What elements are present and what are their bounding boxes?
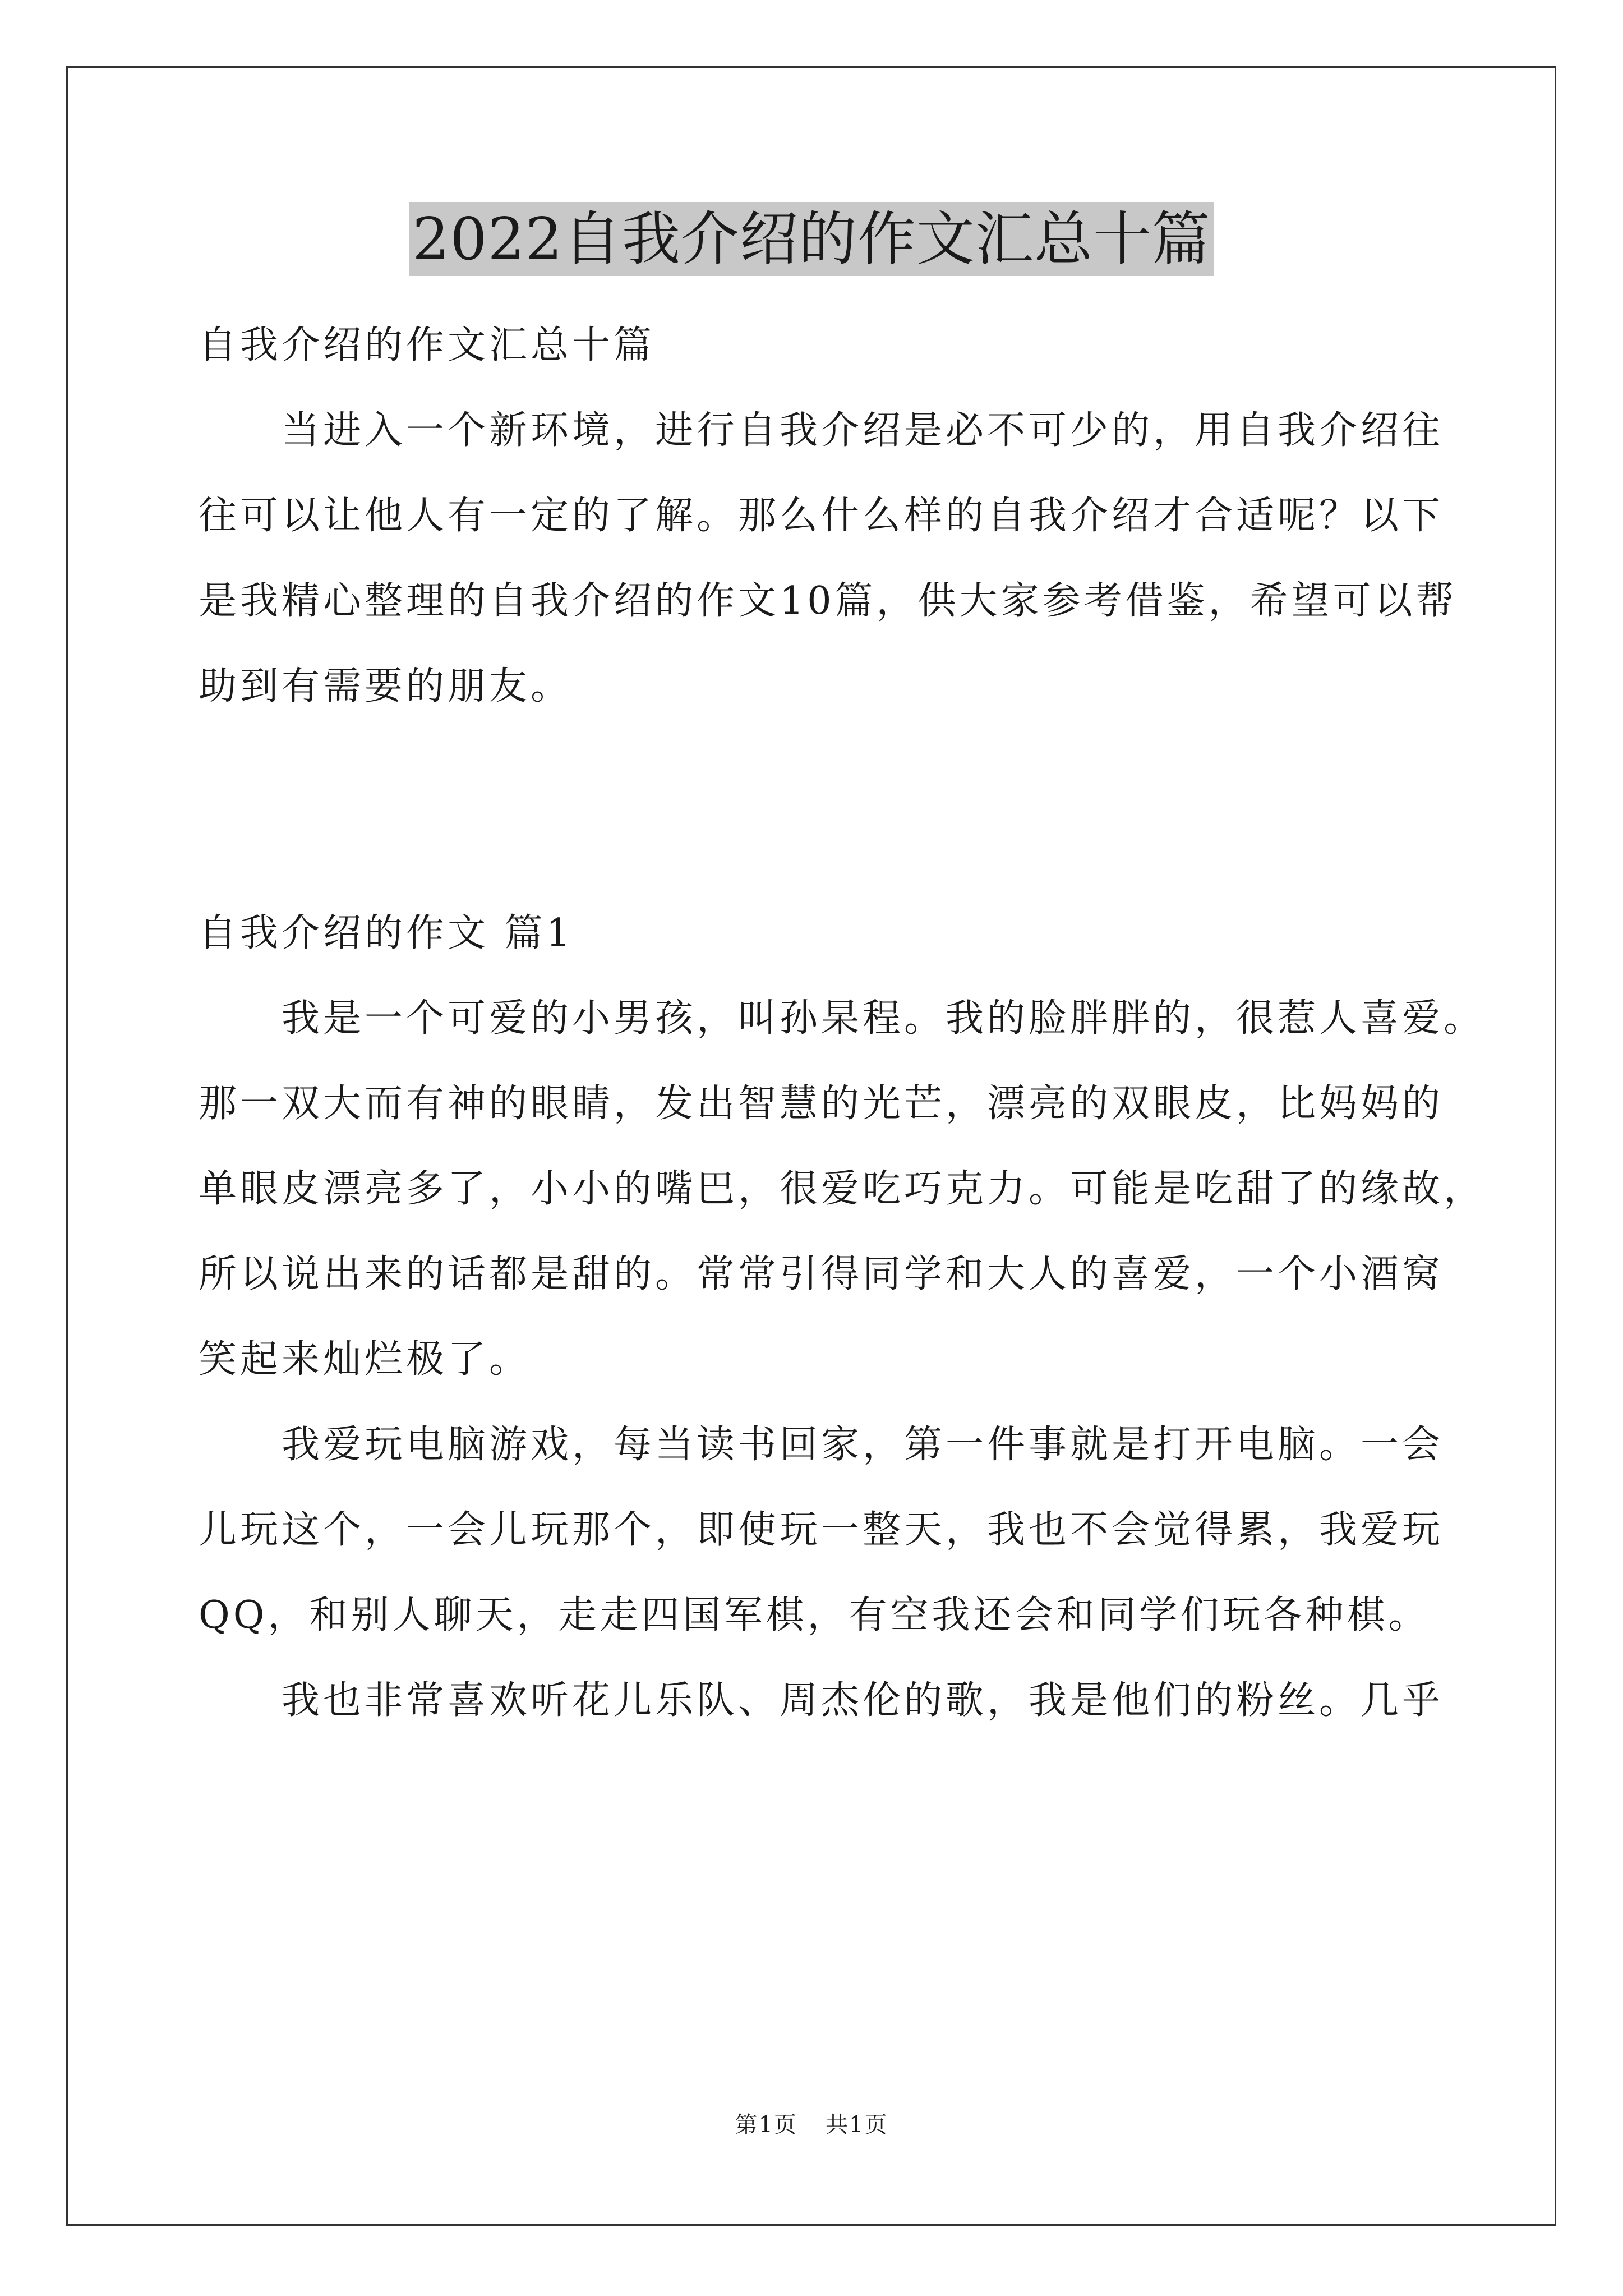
- text-line: 当进入一个新环境，进行自我介绍是必不可少的，用自我介绍往: [282, 408, 1444, 453]
- text-line: 儿玩这个，一会儿玩那个，即使玩一整天，我也不会觉得累，我爱玩: [199, 1508, 1444, 1552]
- text-line: 单眼皮漂亮多了，小小的嘴巴，很爱吃巧克力。可能是吃甜了的缘故，: [199, 1167, 1486, 1211]
- text-line: 笑起来灿烂极了。: [199, 1337, 531, 1382]
- title-container: [0, 202, 1623, 276]
- paragraph-gap: [199, 767, 1432, 853]
- text-line: 往可以让他人有一定的了解。那么什么样的自我介绍才合适呢？以下: [199, 494, 1444, 538]
- page-number: 第1页: [735, 2112, 797, 2138]
- text-line: QQ，和别人聊天，走走四国军棋，有空我还会和同学们玩各种棋。: [199, 1593, 1430, 1637]
- text-line: 那一双大而有神的眼睛，发出智慧的光芒，漂亮的双眼皮，比妈妈的: [199, 1082, 1444, 1126]
- text-line: 助到有需要的朋友。: [199, 664, 573, 708]
- text-line: 自我介绍的作文汇总十篇: [199, 323, 656, 367]
- text-line: 所以说出来的话都是甜的。常常引得同学和大人的喜爱，一个小酒窝: [199, 1252, 1444, 1296]
- document-body: [199, 303, 1486, 1743]
- page-footer: [0, 2109, 1623, 2141]
- text-line: 我爱玩电脑游戏，每当读书回家，第一件事就是打开电脑。一会: [282, 1423, 1444, 1467]
- text-line: 我是一个可爱的小男孩，叫孙杲程。我的脸胖胖的，很惹人喜爱。: [282, 996, 1486, 1041]
- document-title: 2022自我介绍的作文汇总十篇: [409, 202, 1214, 276]
- text-line: 我也非常喜欢听花儿乐队、周杰伦的歌，我是他们的粉丝。几乎: [282, 1678, 1444, 1723]
- page-total: 共1页: [826, 2112, 888, 2138]
- text-line: 是我精心整理的自我介绍的作文10篇，供大家参考借鉴，希望可以帮: [199, 579, 1458, 623]
- text-line: 自我介绍的作文 篇1: [199, 911, 574, 955]
